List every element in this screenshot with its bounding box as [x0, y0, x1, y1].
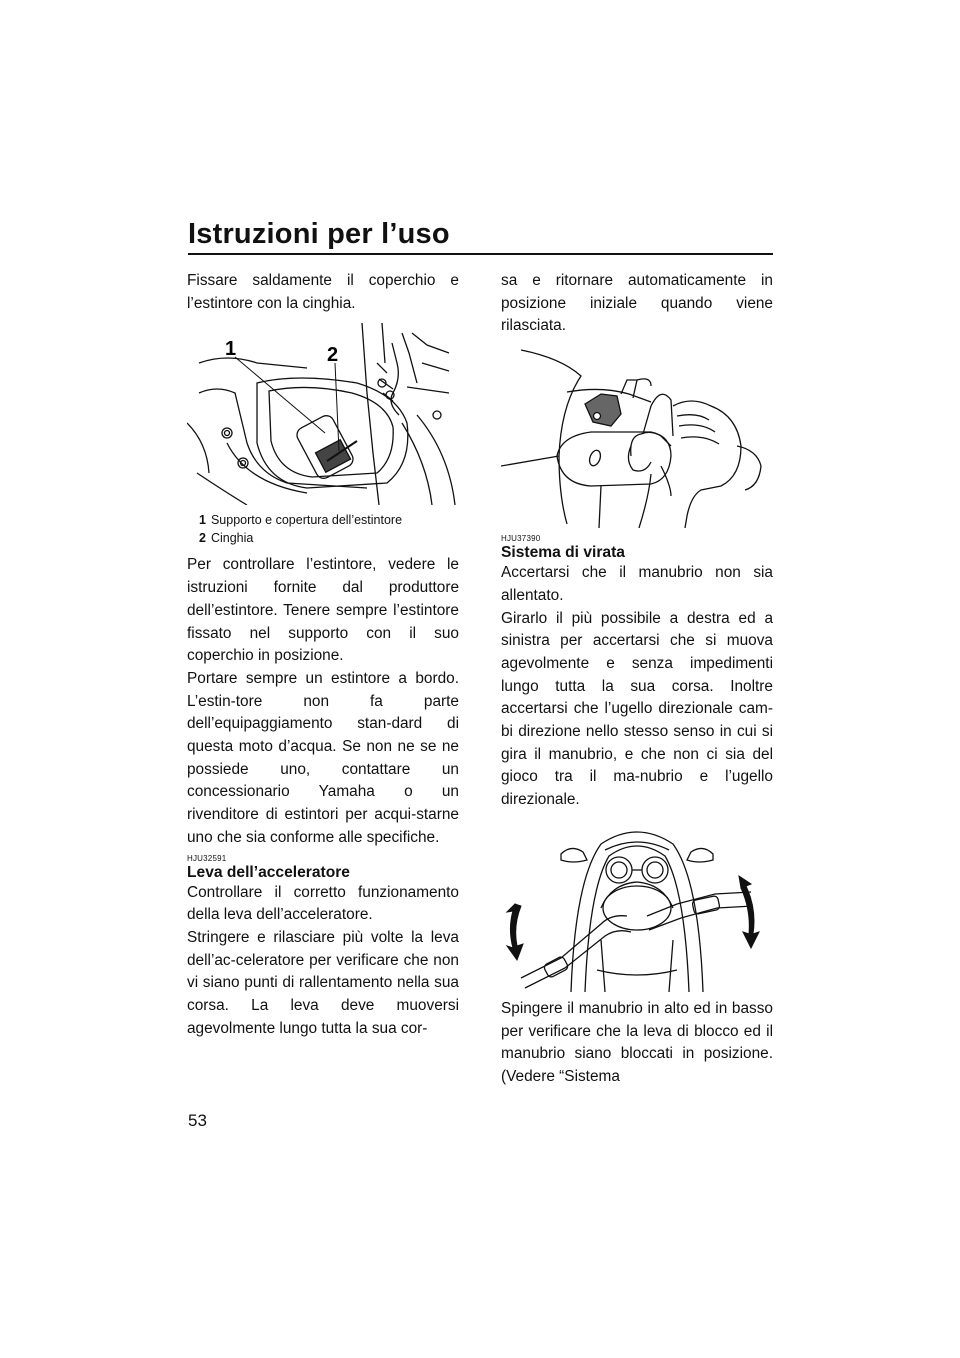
handlebar-illustration: [501, 820, 773, 992]
caption-text: Supporto e copertura dell’estintore: [210, 513, 403, 528]
paragraph: Spingere il manubrio in alto ed in basso per verificare che la leva di blocco ed il manubrio siano bloccati in posizione. (Vedere “Sistema: [501, 999, 773, 1085]
section-code: HJU37390: [501, 534, 541, 544]
paragraph: Per controllare l’estintore, vedere le istruzioni fornite dal produttore dell’estintore. Tenere sempre l’estintore fissato nel supporto con il suo coperchio in posizione.: [187, 556, 459, 665]
figure-caption: [187, 511, 459, 547]
page-title: Istruzioni per l’uso: [188, 218, 450, 250]
callout-1: 1: [225, 338, 237, 361]
paragraph: Girarlo il più possibile a destra ed a sinistra per accertarsi che si muova agevolmente e senza impedimenti lungo tutta la sua corsa. Inoltre accertarsi che l’ugello direzionale cam-bi direzione nello stesso senso in cui si gira il manubrio, e che non ci sia del gioco tra il ma-nubrio e l’ugello direzionale.: [501, 609, 773, 809]
caption-item: [199, 529, 459, 547]
caption-item: [199, 511, 459, 529]
paragraph: sa e ritornare automaticamente in posizione iniziale quando viene rilasciata.: [501, 272, 773, 335]
paragraph: Portare sempre un estintore a bordo. L’estin-tore non fa parte dell’equipaggiamento stan-dard di questa moto d’acqua. Se non ne se ne possiede uno, contattare un concessionario Yamaha o un rivenditore di estintori per acqui-starne uno che sia conforme alle specifiche.: [187, 669, 459, 846]
section-heading: Leva dell’acceleratore: [187, 863, 350, 881]
header-rule: [188, 253, 773, 255]
figure-throttle-lever: [501, 346, 773, 528]
throttle-lever-illustration: [501, 346, 773, 528]
extinguisher-holder-illustration: [187, 323, 459, 505]
caption-text: Cinghia: [210, 531, 254, 546]
callout-2: 2: [327, 344, 339, 367]
caption-number: 1: [199, 513, 206, 528]
left-column: [187, 270, 459, 1040]
right-column: [501, 270, 773, 1089]
paragraph: Stringere e rilasciare più volte la leva dell’ac-celeratore per verificare che non vi siano punti di rallentamento nella sua corsa. La leva deve muoversi agevolmente lungo tutta la sua cor-: [187, 928, 459, 1037]
figure-handlebar-rotation: [501, 820, 773, 992]
page-number: 53: [188, 1111, 207, 1130]
paragraph: Accertarsi che il manubrio non sia allentato.: [501, 564, 773, 604]
caption-number: 2: [199, 531, 206, 546]
figure-extinguisher-holder: [187, 323, 459, 505]
paragraph: Fissare saldamente il coperchio e l’estintore con la cinghia.: [187, 272, 459, 312]
section-heading: Sistema di virata: [501, 544, 625, 562]
section-code: HJU32591: [187, 853, 227, 863]
paragraph: Controllare il corretto funzionamento della leva dell’acceleratore.: [187, 883, 459, 924]
